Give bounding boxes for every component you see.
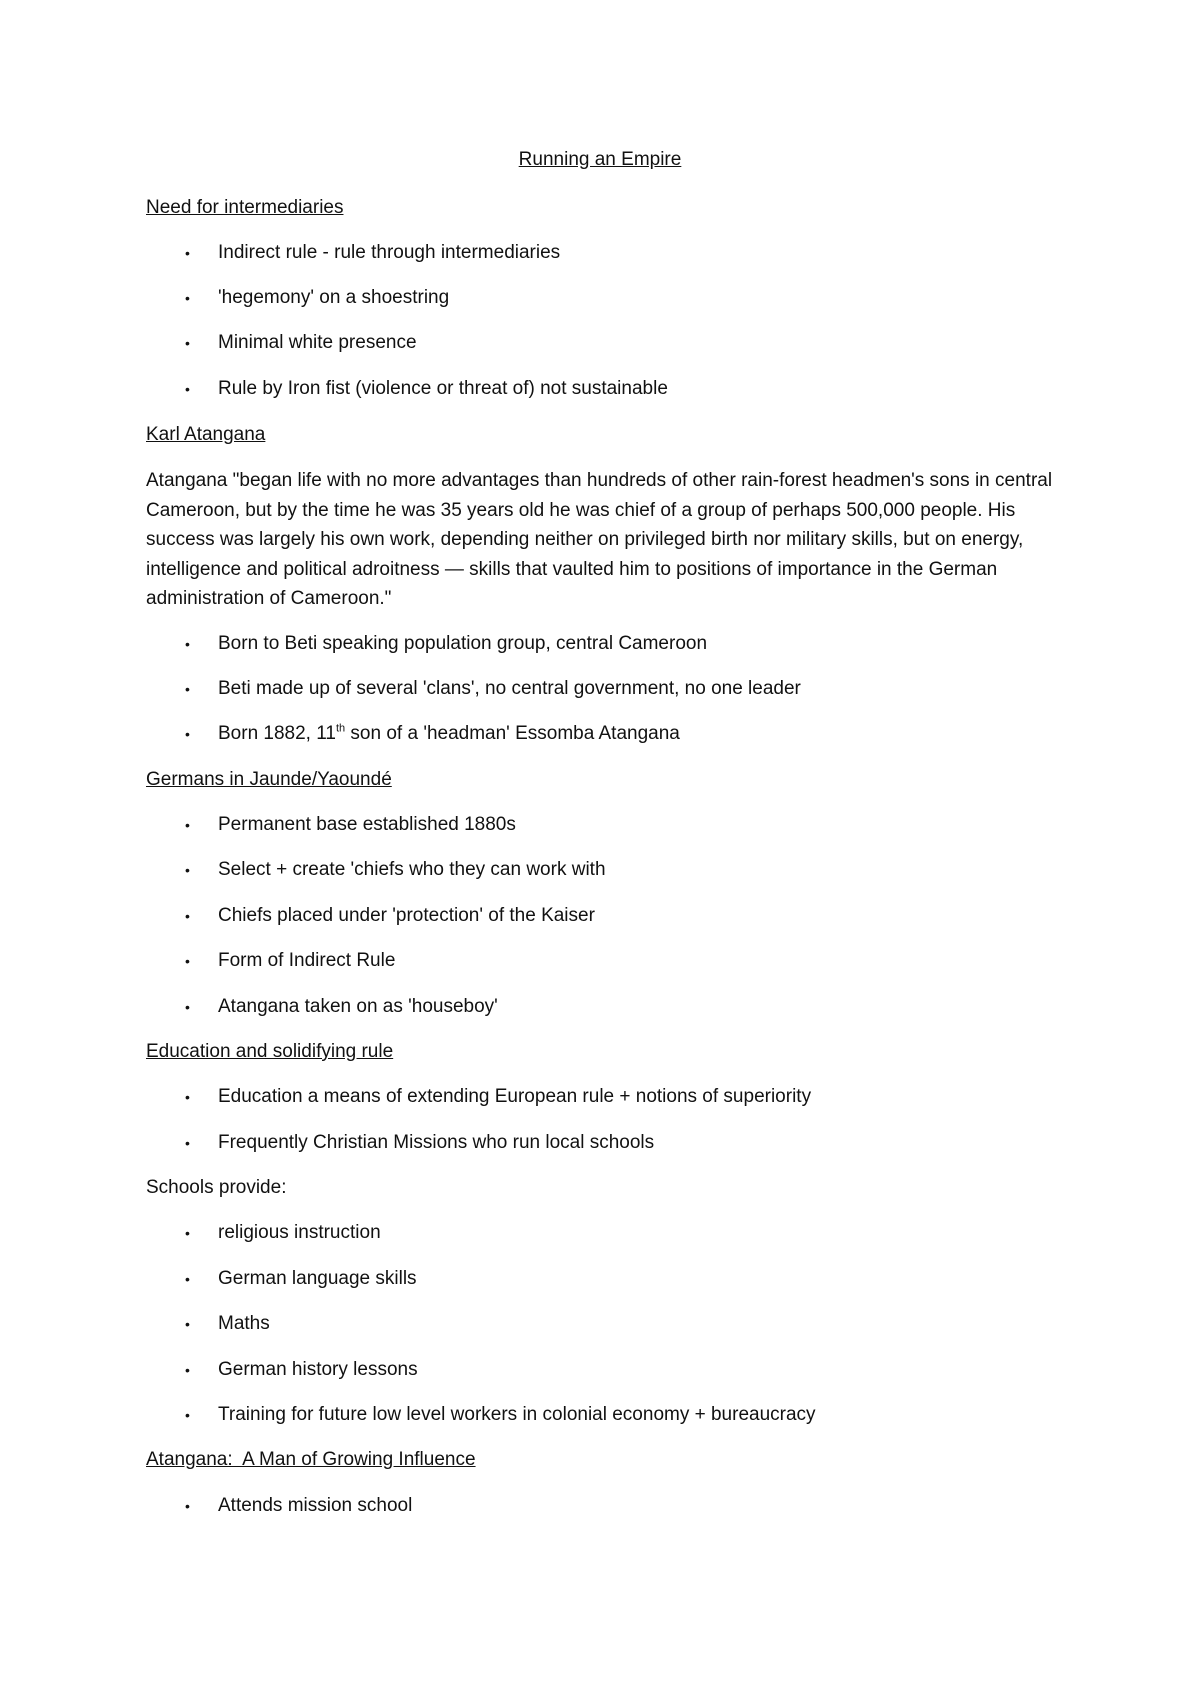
list-item-text: German history lessons [218, 1359, 418, 1380]
list-item-text [218, 722, 680, 746]
bullet-icon: • [185, 953, 190, 969]
bullet-icon: • [185, 862, 190, 878]
bullet-icon: • [185, 1271, 190, 1287]
list-item-text: Training for future low level workers in colonial economy + bureaucracy [218, 1404, 816, 1425]
list-item-text: Born to Beti speaking population group, central Cameroon [218, 633, 708, 654]
list-item-text: Permanent base established 1880s [218, 814, 516, 835]
bullet-icon: • [185, 1498, 190, 1514]
section-heading-education: Education and solidifying rule [146, 1041, 394, 1062]
list-item-text: Form of Indirect Rule [218, 950, 396, 971]
list-item-text: Chiefs placed under 'protection' of the Kaiser [218, 905, 595, 926]
bullet-icon: • [185, 245, 190, 261]
section-heading-atangana: Karl Atangana [146, 424, 266, 445]
ordinal-suffix: th [335, 722, 346, 735]
list-item-text: Minimal white presence [218, 332, 417, 353]
document-title: Running an Empire [518, 149, 682, 170]
list-item-text: Atangana taken on as 'houseboy' [218, 996, 498, 1017]
bullet-icon: • [185, 908, 190, 924]
list-item-text: Frequently Christian Missions who run local schools [218, 1132, 655, 1153]
bullet-icon: • [185, 1316, 190, 1332]
bullet-icon: • [185, 726, 190, 742]
bullet-icon: • [185, 1089, 190, 1105]
list-item-text: Maths [218, 1313, 270, 1334]
section-heading-germans: Germans in Jaunde/Yaoundé [146, 769, 392, 790]
bullet-icon: • [185, 1135, 190, 1151]
list-item-text: Rule by Iron fist (violence or threat of) not sustainable [218, 378, 668, 399]
bullet-icon: • [185, 381, 190, 397]
list-item-text: Select + create 'chiefs who they can work with [218, 859, 606, 880]
bullet-icon: • [185, 1225, 190, 1241]
list-item-text: Beti made up of several 'clans', no central government, no one leader [218, 678, 801, 699]
bullet-icon: • [185, 817, 190, 833]
section-heading-intermediaries: Need for intermediaries [146, 197, 344, 218]
bullet-icon: • [185, 335, 190, 351]
bullet-icon: • [185, 1407, 190, 1423]
atangana-quote-paragraph: Atangana "began life with no more advantages than hundreds of other rain-forest headmen's sons in central Cameroon, but by the time he was 35 years old he was chief of a group of perhaps 500,000 people. His success was largely his own work, depending neither on privileged birth nor military skills, but on energy, intelligence and political adroitness — skills that vaulted him to positions of importance in the German administration of Cameroon." [146, 470, 1053, 610]
bullet-icon: • [185, 636, 190, 652]
list-item-text: religious instruction [218, 1222, 381, 1243]
bullet-icon: • [185, 681, 190, 697]
section-heading-schools: Schools provide: [146, 1177, 287, 1198]
list-item-text: Education a means of extending European rule + notions of superiority [218, 1086, 812, 1107]
list-item-text: 'hegemony' on a shoestring [218, 287, 450, 308]
birth-text-after: son of a 'headman' Essomba Atangana [345, 723, 680, 744]
birth-text-before: Born 1882, 11 [218, 723, 336, 744]
section-heading-influence: Atangana: A Man of Growing Influence [146, 1449, 476, 1470]
list-item-text: German language skills [218, 1268, 417, 1289]
bullet-icon: • [185, 999, 190, 1015]
bullet-icon: • [185, 290, 190, 306]
bullet-icon: • [185, 1362, 190, 1378]
list-item-text: Attends mission school [218, 1495, 413, 1516]
list-item-text: Indirect rule - rule through intermediaries [218, 242, 561, 263]
